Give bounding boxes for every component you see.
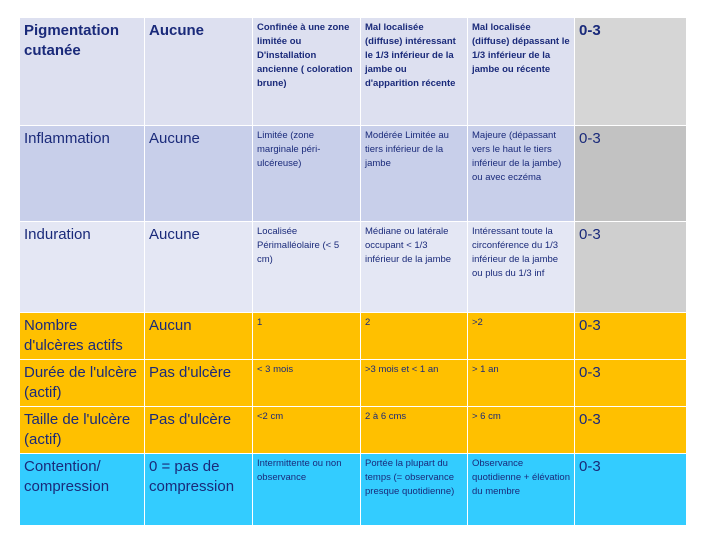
level3-cell xyxy=(468,126,575,222)
score-cell xyxy=(575,360,687,407)
level1-text: Confinée à une zone limitée ou D'installation ancienne ( coloration brune) xyxy=(257,22,353,89)
level3-cell xyxy=(468,313,575,360)
level0-cell xyxy=(145,313,253,360)
criterion-cell xyxy=(20,222,145,313)
level2-cell xyxy=(361,454,468,526)
level3-text: >2 xyxy=(472,317,483,328)
score-cell xyxy=(575,313,687,360)
level2-text: Modérée Limitée au tiers inférieur de la jambe xyxy=(365,130,449,169)
level3-text: > 6 cm xyxy=(472,411,501,422)
table-row-induration xyxy=(20,222,687,313)
criterion-name: Inflammation xyxy=(24,130,110,147)
level0-text: Aucun xyxy=(149,317,192,334)
level2-text: Mal localisée (diffuse) intéressant le 1/3 inférieur de la jambe ou d'apparition récente xyxy=(365,22,456,89)
level0-text: Pas d'ulcère xyxy=(149,364,232,381)
level1-cell xyxy=(253,407,361,454)
level2-text: Médiane ou latérale occupant < 1/3 inférieur de la jambe xyxy=(365,226,452,265)
level2-text: Portée la plupart du temps (= observance presque quotidienne) xyxy=(365,458,455,497)
level2-cell xyxy=(361,313,468,360)
score-range: 0-3 xyxy=(579,226,601,243)
level3-text: > 1 an xyxy=(472,364,499,375)
table-row-taille-ulcere xyxy=(20,407,687,454)
level1-cell xyxy=(253,126,361,222)
criterion-name: Induration xyxy=(24,226,91,243)
criterion-cell xyxy=(20,126,145,222)
level2-text: 2 xyxy=(365,317,371,328)
criterion-name: Durée de l'ulcère (actif) xyxy=(24,364,137,401)
criterion-cell xyxy=(20,454,145,526)
level2-cell xyxy=(361,18,468,126)
severity-score-table xyxy=(19,17,687,526)
level1-text: Intermittente ou non observance xyxy=(257,458,342,483)
level1-cell xyxy=(253,222,361,313)
criterion-cell xyxy=(20,360,145,407)
criterion-cell xyxy=(20,313,145,360)
table-row-nombre-ulceres xyxy=(20,313,687,360)
level2-cell xyxy=(361,222,468,313)
score-cell xyxy=(575,18,687,126)
level2-text: >3 mois et < 1 an xyxy=(365,364,439,375)
score-range: 0-3 xyxy=(579,364,601,381)
level0-cell xyxy=(145,454,253,526)
table-row-contention xyxy=(20,454,687,526)
level0-cell xyxy=(145,18,253,126)
criterion-name: Nombre d'ulcères actifs xyxy=(24,317,123,354)
score-cell xyxy=(575,126,687,222)
level3-cell xyxy=(468,407,575,454)
level1-cell xyxy=(253,18,361,126)
level2-cell xyxy=(361,407,468,454)
level3-cell xyxy=(468,222,575,313)
level0-cell xyxy=(145,360,253,407)
table-row-inflammation xyxy=(20,126,687,222)
level1-cell xyxy=(253,454,361,526)
level3-cell xyxy=(468,360,575,407)
table-row-duree-ulcere xyxy=(20,360,687,407)
score-range: 0-3 xyxy=(579,458,601,475)
level0-cell xyxy=(145,126,253,222)
level3-cell xyxy=(468,454,575,526)
score-cell xyxy=(575,407,687,454)
criterion-name: Taille de l'ulcère (actif) xyxy=(24,411,131,448)
score-range: 0-3 xyxy=(579,22,601,39)
level1-text: Limitée (zone marginale péri-ulcéreuse) xyxy=(257,130,321,169)
level3-cell xyxy=(468,18,575,126)
level2-cell xyxy=(361,360,468,407)
criterion-cell xyxy=(20,18,145,126)
score-cell xyxy=(575,222,687,313)
level1-cell xyxy=(253,313,361,360)
criterion-name: Contention/ compression xyxy=(24,458,110,495)
level1-text: Localisée Périmalléolaire (< 5 cm) xyxy=(257,226,340,265)
level0-cell xyxy=(145,407,253,454)
level1-text: <2 cm xyxy=(257,411,284,422)
level0-cell xyxy=(145,222,253,313)
table-row-pigmentation xyxy=(20,18,687,126)
level0-text: Aucune xyxy=(149,130,200,147)
level3-text: Intéressant toute la circonférence du 1/3 inférieur de la jambe ou plus du 1/3 inf xyxy=(472,226,559,279)
score-range: 0-3 xyxy=(579,411,601,428)
score-cell xyxy=(575,454,687,526)
level3-text: Mal localisée (diffuse) dépassant le 1/3 inférieur de la jambe ou récente xyxy=(472,22,570,75)
level0-text: 0 = pas de compression xyxy=(149,458,235,495)
score-range: 0-3 xyxy=(579,317,601,334)
level1-text: < 3 mois xyxy=(257,364,294,375)
level3-text: Observance quotidienne + élévation du membre xyxy=(472,458,570,497)
level2-text: 2 à 6 cms xyxy=(365,411,407,422)
level2-cell xyxy=(361,126,468,222)
score-range: 0-3 xyxy=(579,130,601,147)
level3-text: Majeure (dépassant vers le haut le tiers inférieur de la jambe) ou avec eczéma xyxy=(472,130,562,183)
criterion-name: Pigmentation cutanée xyxy=(24,22,120,59)
level1-cell xyxy=(253,360,361,407)
criterion-cell xyxy=(20,407,145,454)
level0-text: Aucune xyxy=(149,22,205,39)
level0-text: Aucune xyxy=(149,226,200,243)
level0-text: Pas d'ulcère xyxy=(149,411,232,428)
level1-text: 1 xyxy=(257,317,263,328)
